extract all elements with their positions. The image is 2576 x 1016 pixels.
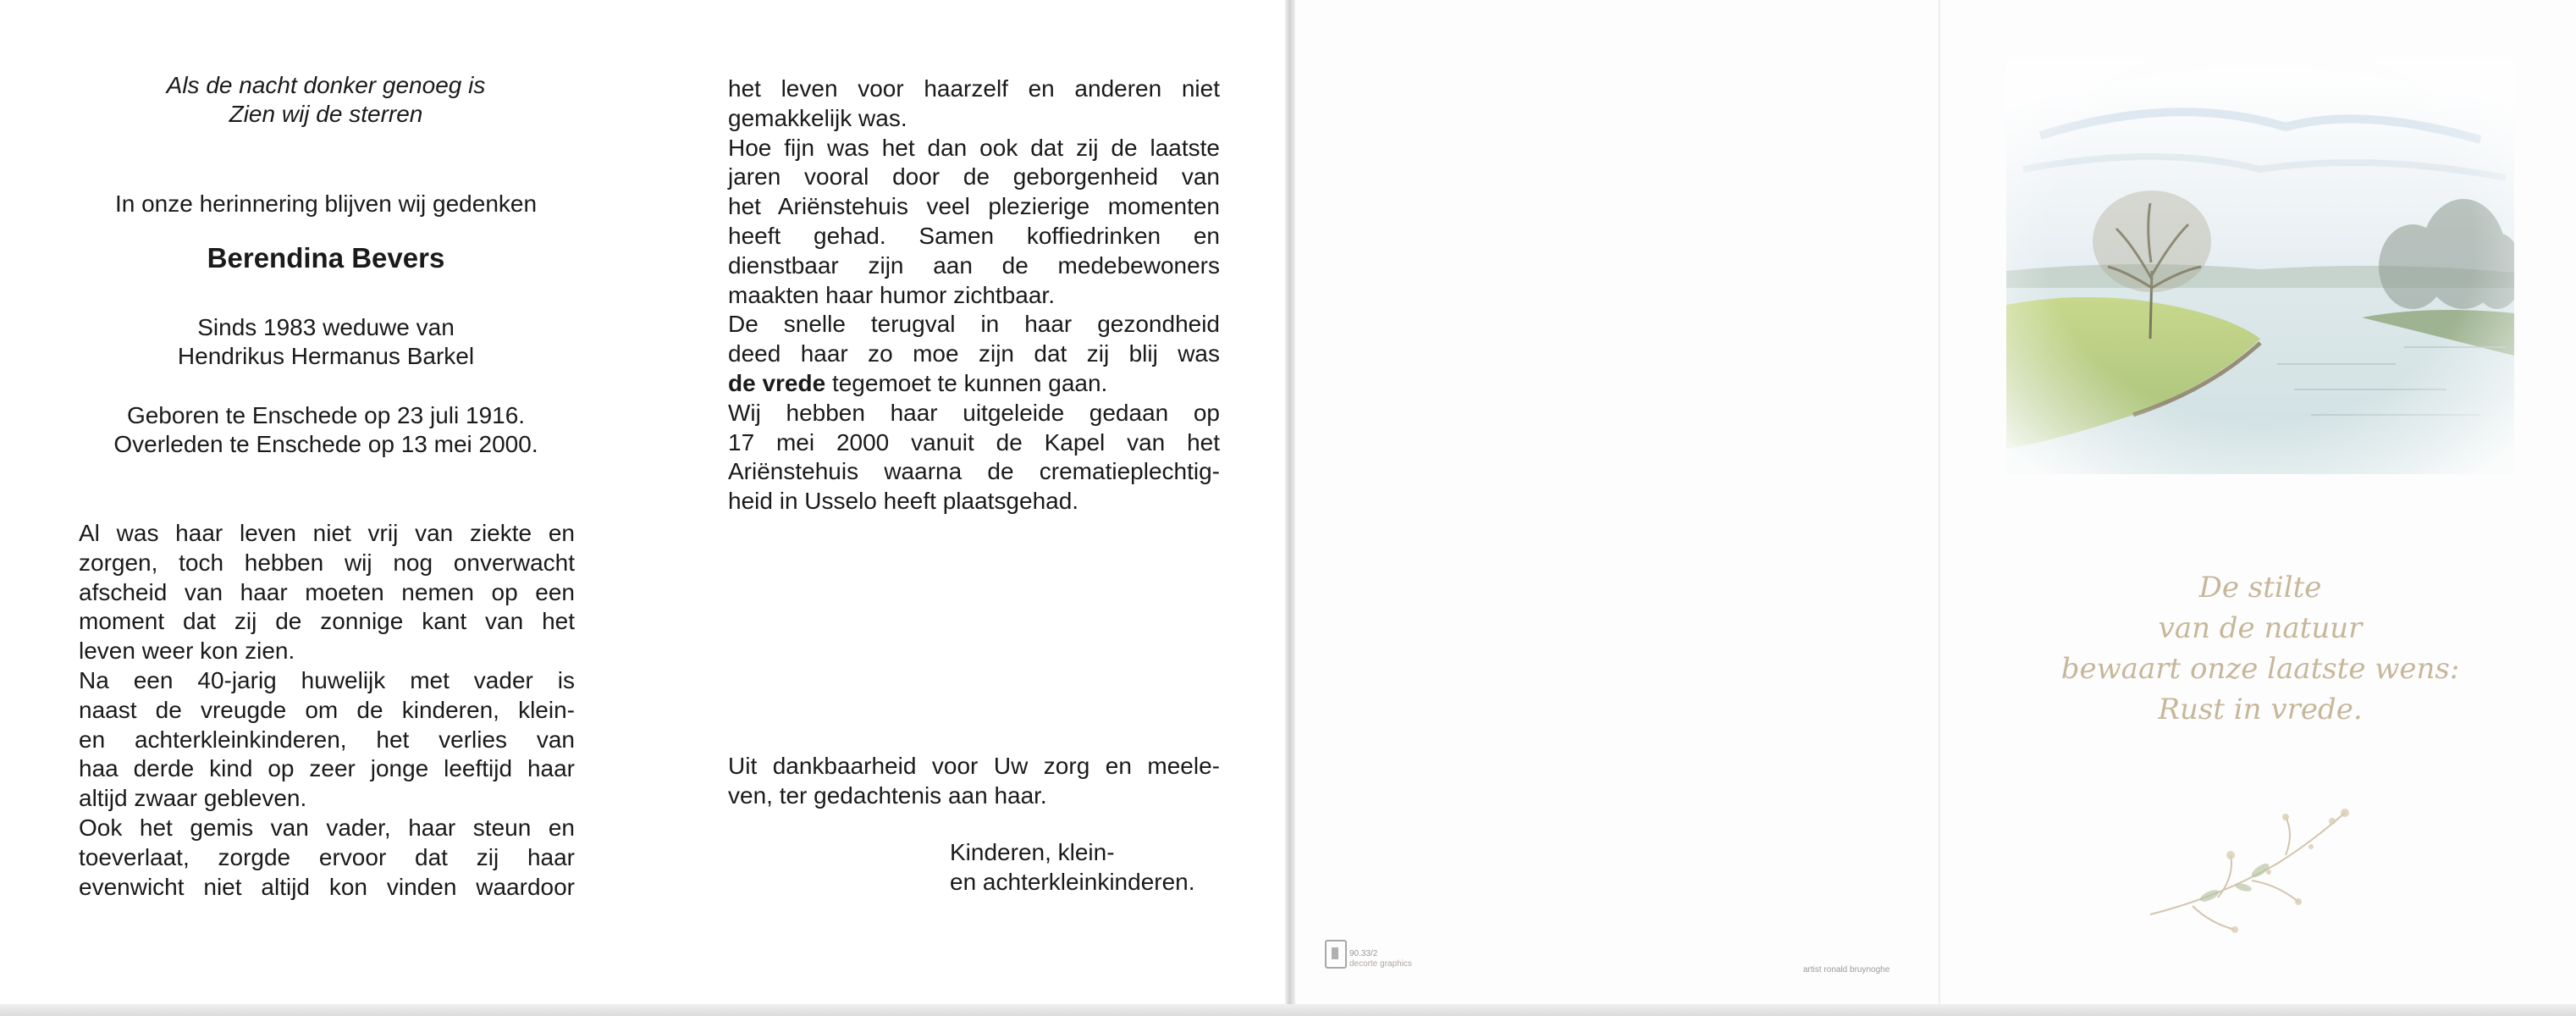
- text-fragment: tegemoet te kunnen gaan.: [825, 369, 1108, 396]
- text-line: gemakkelijk was.: [728, 104, 907, 131]
- text-line: evenwicht niet altijd kon vinden waardoor: [79, 873, 575, 900]
- text-line: heid in Usselo heeft plaatsgehad.: [728, 488, 1079, 515]
- poem-line: bewaart onze laatste wens:: [2060, 652, 2460, 686]
- text-line: het leven voor haarzelf en anderen niet: [728, 75, 1220, 102]
- thanks-line: ven, ter gedachtenis aan haar.: [728, 781, 1047, 809]
- text-line: en achterkleinkinderen, het verlies van: [79, 726, 575, 753]
- scan-edge: [0, 1004, 2576, 1016]
- text-line: haa derde kind op zeer jonge leeftijd haar: [79, 755, 575, 782]
- birth-line: Geboren te Enschede op 23 juli 1916.: [126, 402, 526, 428]
- artist-credit: artist ronald bruynoghe: [1803, 965, 1890, 975]
- text-line: Ook het gemis van vader, haar steun en: [79, 814, 575, 841]
- text-line: zorgen, toch hebben wij nog onverwacht: [79, 549, 575, 576]
- widow-line: Sinds 1983 weduwe van: [197, 314, 455, 340]
- poem-line: van de natuur: [2158, 611, 2363, 645]
- text-line: 17 mei 2000 vanuit de Kapel van het: [728, 428, 1220, 456]
- text-line: jaren vooral door de geborgenheid van: [728, 163, 1220, 190]
- publisher-name: decorte graphics: [1349, 959, 1412, 969]
- thanks-line: Uit dankbaarheid voor Uw zorg en meele-: [728, 753, 1220, 779]
- memorial-text-left: [79, 519, 575, 902]
- text-line: deed haar zo moe zijn dat zij blij was: [728, 340, 1220, 367]
- text-line: Wij hebben haar uitgeleide gedaan op: [728, 399, 1220, 426]
- text-line: toeverlaat, zorgde ervoor dat zij haar: [79, 843, 575, 870]
- text-line: het Ariënstehuis veel plezierige momenten: [728, 193, 1220, 220]
- intro-line: In onze herinnering blijven wij gedenken: [114, 190, 538, 217]
- text-line: dienstbaar zijn aan de medebewoners: [728, 251, 1220, 279]
- quote-line: Als de nacht donker genoeg is: [166, 72, 486, 98]
- text-line: [728, 369, 1220, 399]
- text-line: altijd zwaar gebleven.: [79, 785, 307, 812]
- text-line: moment dat zij de zonnige kant van het: [79, 608, 575, 635]
- text-line: afscheid van haar moeten nemen op een: [79, 578, 575, 605]
- text-line: Na een 40-jarig huwelijk met vader is: [79, 666, 575, 693]
- memorial-text-right: [728, 75, 1220, 516]
- widow-notice: [68, 313, 584, 371]
- text-line: leven weer kon zien.: [79, 638, 295, 665]
- poem-line: De stilte: [2198, 571, 2322, 605]
- cover-poem: [2040, 567, 2480, 730]
- publisher-logo: [1325, 940, 1347, 969]
- death-line: Overleden te Enschede op 13 mei 2000.: [113, 431, 538, 457]
- poem-line: Rust in vrede.: [2158, 693, 2363, 726]
- text-line: naast de vreugde om de kinderen, klein-: [79, 696, 575, 723]
- opening-quote: [68, 71, 584, 129]
- text-line: Al was haar leven niet vrij van ziekte en: [79, 520, 575, 546]
- text-line: De snelle terugval in haar gezondheid: [728, 311, 1220, 338]
- text-line: Hoe fijn was het dan ook dat zij de laatste: [728, 134, 1220, 161]
- text-line: Ariënstehuis waarna de crematieplechtig-: [728, 458, 1220, 485]
- signature: [950, 838, 1195, 897]
- publisher-code: 90.33/2: [1349, 949, 1378, 958]
- signature-line: Kinderen, klein-: [950, 839, 1115, 865]
- back-cover-page: [1291, 0, 1939, 1016]
- text-line: heeft gehad. Samen koffiedrinken en: [728, 222, 1220, 249]
- signature-line: en achterkleinkinderen.: [950, 868, 1195, 895]
- thanks-text: [728, 752, 1220, 811]
- bold-phrase: de vrede: [728, 369, 826, 396]
- text-line: maakten haar humor zichtbaar.: [728, 281, 1055, 308]
- cover-fold: [1939, 0, 1940, 1016]
- widow-line: Hendrikus Hermanus Barkel: [177, 343, 475, 369]
- card-fold: [1285, 0, 1295, 1016]
- flower-sprig-illustration: [2116, 796, 2370, 940]
- deceased-name: Berendina Bevers: [207, 242, 445, 273]
- landscape-illustration: [2006, 59, 2514, 474]
- life-dates: [68, 401, 584, 459]
- quote-line: Zien wij de sterren: [229, 101, 423, 127]
